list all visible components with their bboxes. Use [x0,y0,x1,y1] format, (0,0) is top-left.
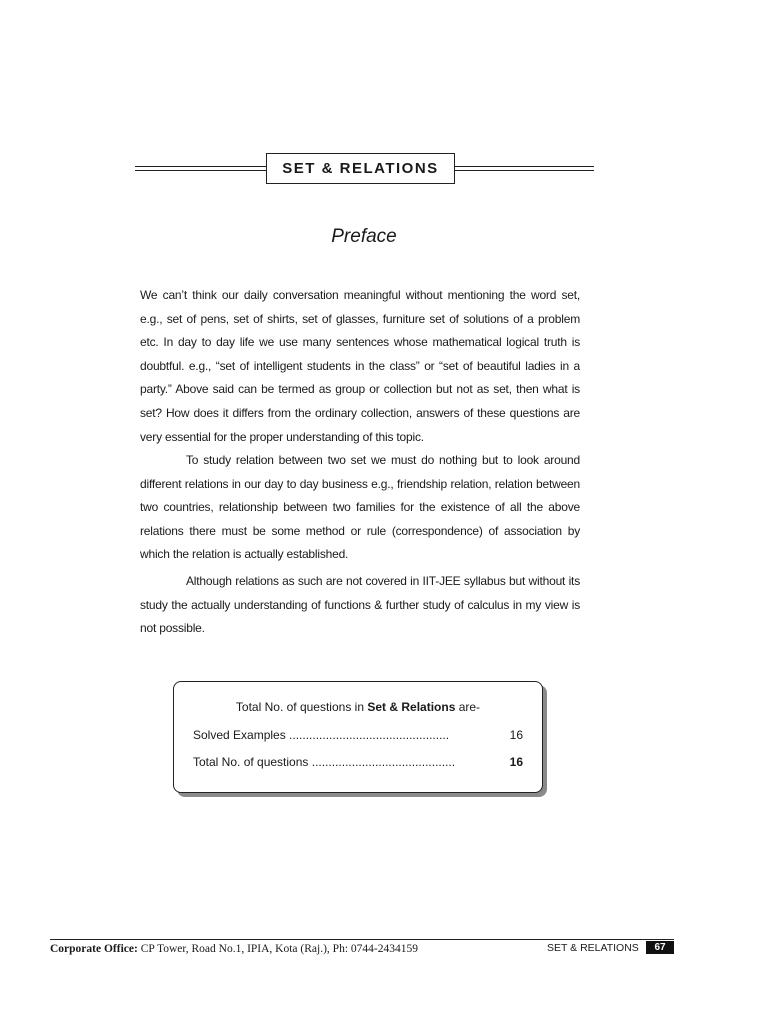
row-value: 16 [509,755,523,769]
row-dots: ........................................... [308,755,456,769]
row-label: Solved Examples [193,728,286,742]
footer-office-address: CP Tower, Road No.1, IPIA, Kota (Raj.), Ph: 0744-2434159 [137,943,418,955]
row-dots: ................................................ [285,728,450,742]
questions-box-title [174,700,542,714]
page-number: 67 [646,941,674,954]
footer-office [50,943,418,955]
row-label: Total No. of questions [193,755,309,769]
total-questions-row [193,755,523,769]
paragraph-2: To study relation between two set we must do nothing but to look around different relations in our day to day business e.g., friendship relation, relation between two countries, relationship between two families for the existence of all the above relations there must be some method or rule (correspondence) of association by which the relation is actually established. [140,453,580,562]
footer-rule [50,939,674,940]
questions-box [173,681,543,793]
solved-examples-row [193,728,523,742]
questions-title-bold: Set & Relations [367,700,456,714]
header-rule-left [135,166,266,171]
footer-chapter: SET & RELATIONS [547,942,639,954]
footer-office-label: Corporate Office: [50,943,138,955]
questions-title-prefix: Total No. of questions in [235,700,368,714]
questions-title-suffix: are- [455,700,481,714]
paragraph-1: We can’t think our daily conversation meaningful without mentioning the word set, e.g., set of pens, set of shirts, set of glasses, furniture set of solutions of a problem etc. In day to day life we use many sentences whose mathematical logical truth is doubtful. e.g., “set of intelligent students in the class” or “set of beautiful ladies in a party.” Above said can be termed as group or collection but not as set, then what is set? How does it differs from the ordinary collection, answers of these questions are very essential for the proper understanding of this topic. [140,288,580,444]
chapter-title: SET & RELATIONS [266,153,455,184]
row-value: 16 [509,728,523,742]
preface-heading: Preface [331,226,397,247]
header-rule-right [455,166,594,171]
paragraph-3: Although relations as such are not covered in IIT-JEE syllabus but without its study the actually understanding of functions & further study of calculus in my view is not possible. [140,574,580,636]
